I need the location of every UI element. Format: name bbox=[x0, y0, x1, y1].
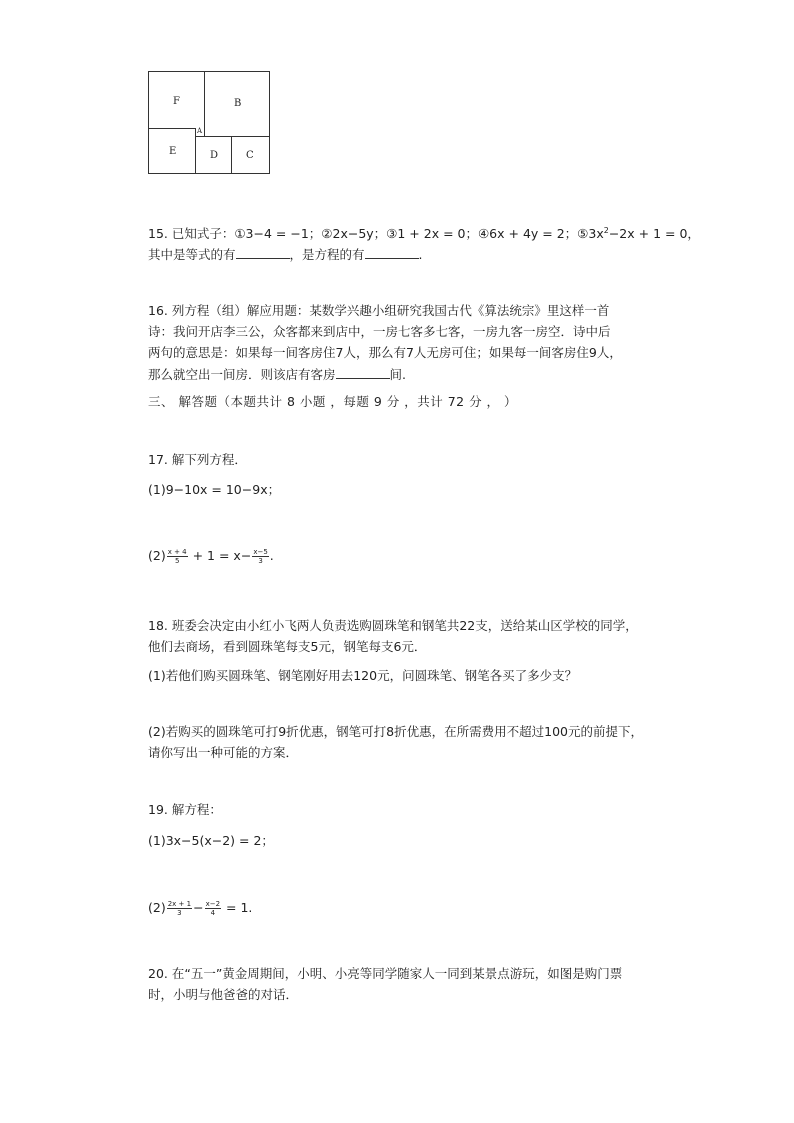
q19-frac1-numerator: 2x + 1 bbox=[167, 900, 192, 908]
q16-line4-a: 那么就空出一间房．则该店有客房 bbox=[148, 367, 336, 382]
q17-fraction-2 bbox=[252, 548, 268, 565]
q19-part2-prefix: (2) bbox=[148, 900, 166, 915]
figure-label-a: A bbox=[197, 127, 203, 135]
q16-line1: 16. 列方程（组）解应用题：某数学兴趣小组研究我国古代《算法统宗》里这样一首 bbox=[148, 303, 610, 318]
q17-frac2-numerator: x−5 bbox=[253, 548, 268, 556]
q19-part2-end: = 1. bbox=[222, 900, 253, 915]
q19-fraction-1 bbox=[167, 900, 192, 917]
q17-part2-prefix: (2) bbox=[148, 548, 166, 563]
q19-frac2-numerator: x−2 bbox=[205, 900, 221, 908]
q18-line2: 他们去商场，看到圆珠笔每支5元，钢笔每支6元． bbox=[148, 639, 427, 654]
q17-part2-end: . bbox=[269, 548, 274, 563]
figure-label-c: C bbox=[246, 150, 254, 161]
q15-exponent: 2 bbox=[603, 225, 609, 235]
q15-line2-c: . bbox=[418, 247, 423, 262]
q17-fraction-1 bbox=[167, 548, 188, 565]
figure-label-d: D bbox=[210, 150, 219, 161]
section3-heading: 三、 解答题（本题共计 8 小题 ，每题 9 分 ，共计 72 分 ， ） bbox=[148, 394, 518, 409]
q16-line4-b: 间. bbox=[389, 367, 406, 382]
q18-line1: 18. 班委会决定由小红小飞两人负责选购圆珠笔和钢笔共22支，送给某山区学校的同学， bbox=[148, 618, 638, 633]
q16-blank-rooms[interactable] bbox=[336, 366, 390, 379]
q15-line2-a: 其中是等式的有 bbox=[148, 247, 236, 262]
figure-label-f: F bbox=[173, 96, 180, 107]
q15-line1 bbox=[148, 226, 700, 242]
q15-blank-equations-with-unknowns[interactable] bbox=[365, 246, 419, 259]
q15-text: 15. 已知式子：①3−4 = −1；②2x−5y；③1 + 2x = 0；④6x + 4y = 2；⑤3x bbox=[148, 226, 604, 241]
q19-part2 bbox=[148, 900, 252, 917]
q15-line2 bbox=[148, 246, 423, 263]
q16-line4 bbox=[148, 366, 406, 383]
q18-part2-line1: (2)若购买的圆珠笔可打9折优惠，钢笔可打8折优惠，在所需费用不超过100元的前提下， bbox=[148, 724, 643, 739]
q17-frac1-numerator: x + 4 bbox=[167, 548, 187, 556]
q19-title: 19. 解方程： bbox=[148, 802, 222, 817]
q19-part2-mid: − bbox=[193, 900, 204, 915]
q19-fraction-2 bbox=[205, 900, 221, 917]
q16-line3: 两句的意思是：如果每一间客房住7人，那么有7人无房可住；如果每一间客房住9人， bbox=[148, 345, 622, 360]
q16-line2: 诗：我问开店李三公，众客都来到店中，一房七客多七客，一房九客一房空．诗中后 bbox=[148, 324, 611, 339]
q18-part1: (1)若他们购买圆珠笔、钢笔刚好用去120元，问圆珠笔、钢笔各买了多少支？ bbox=[148, 668, 578, 683]
figure-label-e: E bbox=[169, 146, 177, 157]
q17-part2-mid: + 1 = x− bbox=[188, 548, 252, 563]
q17-frac1-denominator: 5 bbox=[174, 557, 180, 565]
q17-title: 17. 解下列方程． bbox=[148, 452, 247, 467]
q17-part1: (1)9−10x = 10−9x； bbox=[148, 482, 281, 497]
q20-line2: 时，小明与他爸爸的对话． bbox=[148, 987, 299, 1002]
figure-label-b: B bbox=[234, 98, 242, 109]
q19-part1: (1)3x−5(x−2) = 2； bbox=[148, 833, 274, 848]
q18-part2-line2: 请你写出一种可能的方案． bbox=[148, 745, 299, 760]
q15-line2-b: ，是方程的有 bbox=[289, 247, 365, 262]
q15-text-end: −2x + 1 = 0， bbox=[608, 226, 700, 241]
q15-blank-equations[interactable] bbox=[236, 246, 290, 259]
q17-part2 bbox=[148, 548, 274, 565]
q19-frac1-denominator: 3 bbox=[177, 909, 182, 917]
q20-line1: 20. 在“五一”黄金周期间，小明、小亮等同学随家人一同到某景点游玩，如图是购门票 bbox=[148, 966, 623, 981]
q17-frac2-denominator: 3 bbox=[258, 557, 263, 565]
q19-frac2-denominator: 4 bbox=[210, 909, 216, 917]
